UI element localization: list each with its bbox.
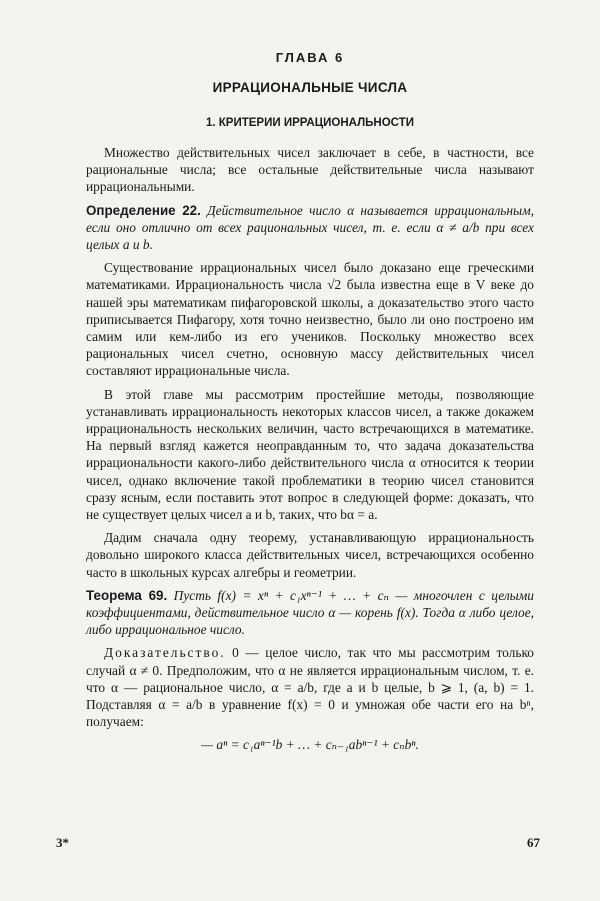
proof-text: 0 — целое число, так что мы рассмотрим только случай α ≠ 0. Предположим, что α не является иррациональным числом, т. е. что α — рациональное число, α = a/b, где a и b целые, b ⩾ 1, (a, b) = 1. Подставляя α = a/b в уравнение f(x) = 0 и умножая обе части его на bⁿ, получаем:: [86, 645, 534, 730]
theorem-69: [86, 587, 534, 639]
proof-label: Доказательство.: [104, 645, 226, 661]
formula: — aⁿ = c₁aⁿ⁻¹b + … + cₙ₋₁abⁿ⁻¹ + cₙbⁿ.: [201, 736, 419, 752]
paragraph-history: Существование иррациональных чисел было доказано еще греческими математиками. Иррациональность числа √2 была известна еще в V веке до нашей эры математикам пифагоровской школы, а доказательство этого часто приписывается Пифагору, хотя точно неизвестно, было ли оно построено им самим или кем-либо из его учеников. Поскольку множество всех рациональных чисел счетно, основную массу действительных чисел составляют иррациональные числа.: [86, 260, 534, 379]
paragraph-methods: В этой главе мы рассмотрим простейшие методы, позволяющие устанавливать иррациональность некоторых классов чисел, а также докажем иррациональность нескольких величин, часто встречающихся в математике. На первый взгляд кажется неоправданным то, что задача доказательства иррациональности какого-либо действительного числа α относится к теории чисел, однако включение такой проблематики в теорию чисел становится сразу ясным, если поставить этот вопрос в следующей форме: доказать, что не существует целых чисел a и b, таких, что bα = a.: [86, 386, 534, 523]
theorem-label: Теорема 69.: [86, 587, 168, 603]
page-content: [86, 50, 534, 753]
proof: [86, 644, 534, 730]
paragraph-intro: Множество действительных чисел заключает в себе, в частности, все рациональные числа; все остальные действительные числа называют иррациональными.: [86, 145, 534, 195]
page-number: 67: [527, 835, 540, 850]
chapter-title: ИРРАЦИОНАЛЬНЫЕ ЧИСЛА: [212, 80, 408, 95]
definition-text: Действительное число α называется иррациональным, если оно отлично от всех рациональных чисел, т. е. если α ≠ a/b при всех целых a и b.: [86, 202, 534, 253]
theorem-text: Пусть f(x) = xⁿ + c₁xⁿ⁻¹ + … + cₙ — многочлен с целыми коэффициентами, действительное число α — корень f(x). Тогда α либо целое, либо иррациональное число.: [86, 587, 534, 638]
paragraph-theorem-intro: Дадим сначала одну теорему, устанавливающую иррациональность довольно широкого класса действительных чисел, встречающихся особенно часто в школьных курсах алгебры и геометрии.: [86, 530, 534, 580]
signature-mark: 3*: [56, 835, 69, 850]
section-heading: 1. КРИТЕРИИ ИРРАЦИОНАЛЬНОСТИ: [206, 117, 414, 129]
definition-22: [86, 202, 534, 254]
chapter-heading: ГЛАВА 6: [275, 50, 345, 65]
definition-label: Определение 22.: [86, 202, 201, 218]
